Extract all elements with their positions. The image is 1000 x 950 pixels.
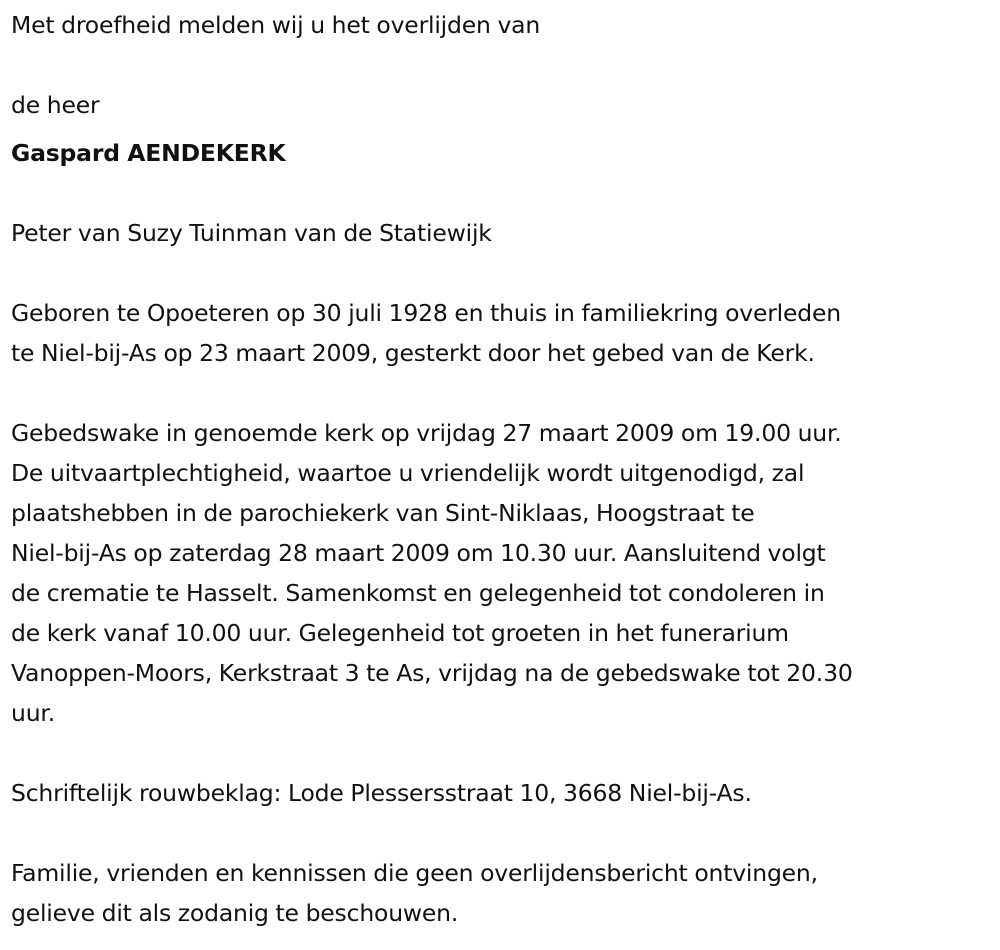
intro-text: Met droefheid melden wij u het overlijden van (11, 11, 541, 39)
ceremony-line: Niel-bij-As op zaterdag 28 maart 2009 om 10.30 uur. Aansluitend volgt (11, 539, 826, 567)
birth-death-line: te Niel-bij-As op 23 maart 2009, gesterkt door het gebed van de Kerk. (11, 339, 815, 367)
salutation-text: de heer (11, 91, 100, 119)
relation-text: Peter van Suzy Tuinman van de Statiewijk (11, 219, 492, 247)
deceased-name: Gaspard AENDEKERK (11, 139, 286, 167)
closing-line: gelieve dit als zodanig te beschouwen. (11, 899, 459, 927)
ceremony-line: uur. (11, 699, 55, 727)
ceremony-line: plaatshebben in de parochiekerk van Sint-Niklaas, Hoogstraat te (11, 499, 755, 527)
closing-line: Familie, vrienden en kennissen die geen overlijdensbericht ontvingen, (11, 859, 818, 887)
ceremony-line: de kerk vanaf 10.00 uur. Gelegenheid tot groeten in het funerarium (11, 619, 789, 647)
ceremony-line: Gebedswake in genoemde kerk op vrijdag 27 maart 2009 om 19.00 uur. (11, 419, 842, 447)
condolence-address: Schriftelijk rouwbeklag: Lode Plessersstraat 10, 3668 Niel-bij-As. (11, 779, 752, 807)
ceremony-line: De uitvaartplechtigheid, waartoe u vriendelijk wordt uitgenodigd, zal (11, 459, 805, 487)
birth-death-line: Geboren te Opoeteren op 30 juli 1928 en thuis in familiekring overleden (11, 299, 841, 327)
ceremony-line: de crematie te Hasselt. Samenkomst en gelegenheid tot condoleren in (11, 579, 825, 607)
ceremony-line: Vanoppen-Moors, Kerkstraat 3 te As, vrijdag na de gebedswake tot 20.30 (11, 659, 853, 687)
